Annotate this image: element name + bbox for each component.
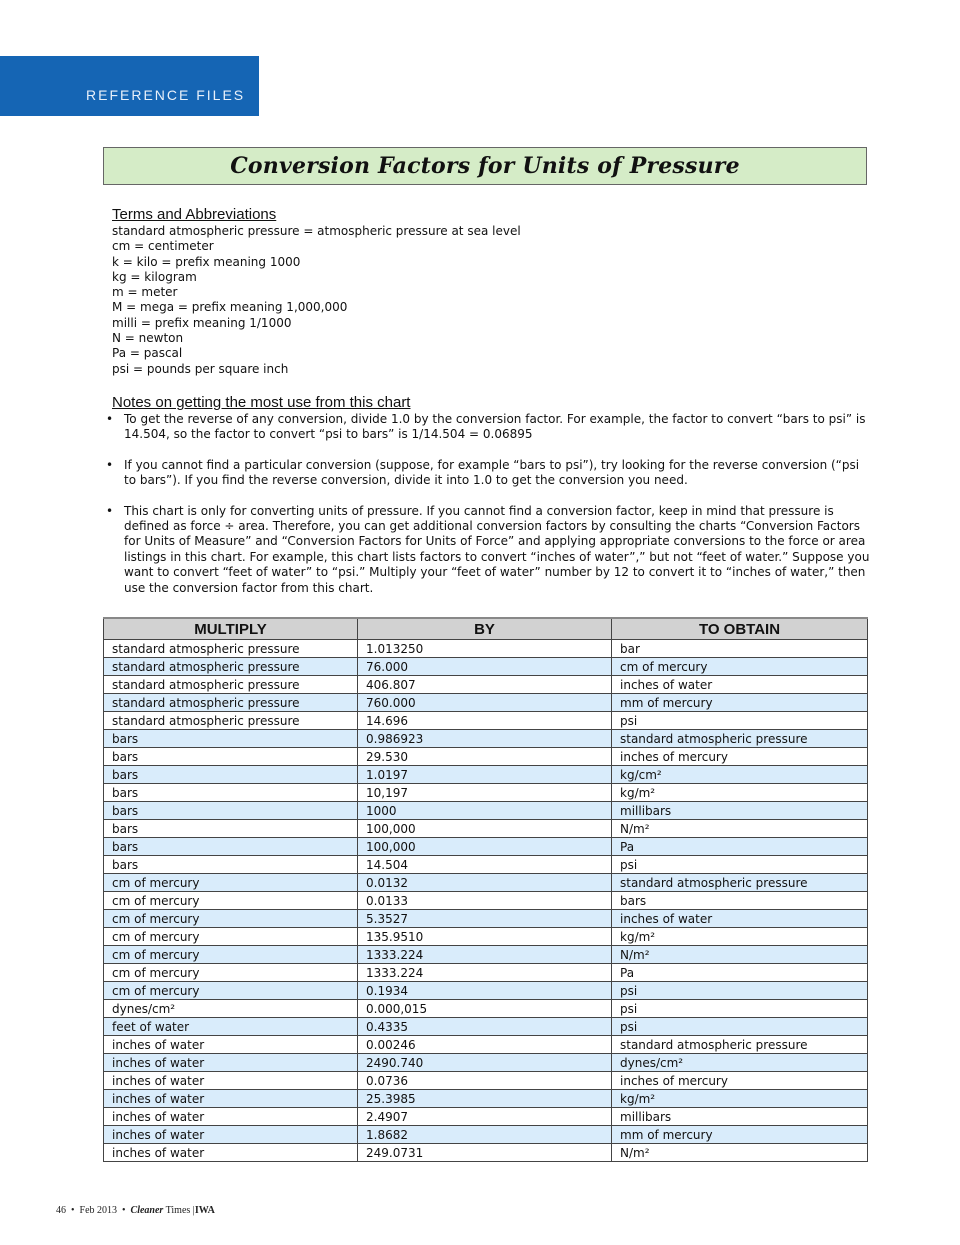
table-row xyxy=(104,820,868,838)
to-obtain-cell: inches of mercury xyxy=(612,1072,868,1090)
header-to-obtain: TO OBTAIN xyxy=(612,618,868,640)
page-number: 46 xyxy=(56,1205,66,1216)
multiply-cell: cm of mercury xyxy=(104,982,358,1000)
by-cell: 0.000,015 xyxy=(358,1000,612,1018)
to-obtain-cell: standard atmospheric pressure xyxy=(612,1036,868,1054)
to-obtain-cell: dynes/cm² xyxy=(612,1054,868,1072)
table-row xyxy=(104,874,868,892)
table-row xyxy=(104,856,868,874)
to-obtain-cell: N/m² xyxy=(612,820,868,838)
multiply-cell: cm of mercury xyxy=(104,928,358,946)
to-obtain-cell: inches of water xyxy=(612,676,868,694)
term-item: N = newton xyxy=(112,331,184,346)
by-cell: 135.9510 xyxy=(358,928,612,946)
table-row xyxy=(104,748,868,766)
by-cell: 2.4907 xyxy=(358,1108,612,1126)
multiply-cell: bars xyxy=(104,856,358,874)
multiply-cell: cm of mercury xyxy=(104,874,358,892)
table-row xyxy=(104,946,868,964)
to-obtain-cell: kg/cm² xyxy=(612,766,868,784)
issue-date: Feb 2013 xyxy=(79,1205,118,1216)
multiply-cell: inches of water xyxy=(104,1036,358,1054)
section-tab xyxy=(0,56,259,116)
table-row xyxy=(104,964,868,982)
table-row xyxy=(104,802,868,820)
by-cell: 5.3527 xyxy=(358,910,612,928)
table-header-row xyxy=(104,618,868,640)
org-name: IWA xyxy=(194,1205,215,1216)
table-row xyxy=(104,1144,868,1162)
terms-heading: Terms and Abbreviations xyxy=(112,206,277,223)
by-cell: 100,000 xyxy=(358,820,612,838)
table-row xyxy=(104,730,868,748)
by-cell: 14.504 xyxy=(358,856,612,874)
table-row xyxy=(104,640,868,658)
table-row xyxy=(104,766,868,784)
by-cell: 14.696 xyxy=(358,712,612,730)
to-obtain-cell: psi xyxy=(612,1000,868,1018)
by-cell: 0.0133 xyxy=(358,892,612,910)
table-body xyxy=(104,640,868,1162)
to-obtain-cell: kg/m² xyxy=(612,928,868,946)
multiply-cell: cm of mercury xyxy=(104,910,358,928)
multiply-cell: standard atmospheric pressure xyxy=(104,694,358,712)
table-row xyxy=(104,1036,868,1054)
multiply-cell: bars xyxy=(104,784,358,802)
by-cell: 100,000 xyxy=(358,838,612,856)
table-row xyxy=(104,784,868,802)
by-cell: 0.4335 xyxy=(358,1018,612,1036)
table-row xyxy=(104,1108,868,1126)
by-cell: 0.986923 xyxy=(358,730,612,748)
by-cell: 1.013250 xyxy=(358,640,612,658)
term-item: Pa = pascal xyxy=(112,346,183,361)
multiply-cell: bars xyxy=(104,820,358,838)
by-cell: 249.0731 xyxy=(358,1144,612,1162)
multiply-cell: inches of water xyxy=(104,1072,358,1090)
multiply-cell: cm of mercury xyxy=(104,892,358,910)
by-cell: 1.8682 xyxy=(358,1126,612,1144)
by-cell: 0.00246 xyxy=(358,1036,612,1054)
multiply-cell: bars xyxy=(104,748,358,766)
conversion-table xyxy=(103,617,868,1162)
term-item: psi = pounds per square inch xyxy=(112,361,289,376)
notes-section xyxy=(112,394,872,611)
by-cell: 10,197 xyxy=(358,784,612,802)
page-title: Conversion Factors for Units of Pressure xyxy=(230,153,740,179)
by-cell: 25.3985 xyxy=(358,1090,612,1108)
to-obtain-cell: millibars xyxy=(612,1108,868,1126)
multiply-cell: bars xyxy=(104,838,358,856)
multiply-cell: dynes/cm² xyxy=(104,1000,358,1018)
magazine-name-suffix: Times xyxy=(165,1205,191,1216)
term-item: M = mega = prefix meaning 1,000,000 xyxy=(112,300,348,315)
multiply-cell: bars xyxy=(104,802,358,820)
multiply-cell: cm of mercury xyxy=(104,964,358,982)
to-obtain-cell: standard atmospheric pressure xyxy=(612,874,868,892)
header-multiply: MULTIPLY xyxy=(104,618,358,640)
term-item: kg = kilogram xyxy=(112,269,197,284)
to-obtain-cell: millibars xyxy=(612,802,868,820)
table-row xyxy=(104,982,868,1000)
term-item: cm = centimeter xyxy=(112,239,214,254)
note-item: • This chart is only for converting units of pressure. If you cannot find a conversion factor, keep in mind that pressure is defined as force ÷ area. Therefore, you can get additional conversion factors by consulting the charts “Conversion Factors for Units of Measure” and “Conversion Factors for Units of Force” and applying appropriate conversions to the force or area listings in this chart. For example, this chart lists factors to convert “inches of water”,” but not “feet of water.” Suppose you want to convert “feet of water” to “psi.” Multiply your “feet of water” number by 12 to convert it to “inches of water,” then use the conversion factor from this chart. xyxy=(112,504,872,596)
to-obtain-cell: inches of mercury xyxy=(612,748,868,766)
table-row xyxy=(104,838,868,856)
table-row xyxy=(104,658,868,676)
title-box xyxy=(103,147,867,185)
term-item: m = meter xyxy=(112,285,178,300)
to-obtain-cell: psi xyxy=(612,712,868,730)
to-obtain-cell: Pa xyxy=(612,838,868,856)
footer-separator-icon: • xyxy=(119,1205,129,1216)
multiply-cell: inches of water xyxy=(104,1054,358,1072)
to-obtain-cell: kg/m² xyxy=(612,784,868,802)
multiply-cell: standard atmospheric pressure xyxy=(104,658,358,676)
multiply-cell: inches of water xyxy=(104,1090,358,1108)
note-item: • If you cannot find a particular conversion (suppose, for example “bars to psi”), try looking for the reverse conversion (“psi to bars”). If you find the reverse conversion, divide it into 1.0 to get the conversion you need. xyxy=(112,458,872,489)
note-item: • To get the reverse of any conversion, divide 1.0 by the conversion factor. For example, the factor to convert “bars to psi” is 14.504, so the factor to convert “psi to bars” is 1/14.504 = 0.06895 xyxy=(112,412,872,443)
to-obtain-cell: psi xyxy=(612,856,868,874)
by-cell: 2490.740 xyxy=(358,1054,612,1072)
multiply-cell: standard atmospheric pressure xyxy=(104,640,358,658)
to-obtain-cell: N/m² xyxy=(612,946,868,964)
to-obtain-cell: psi xyxy=(612,1018,868,1036)
by-cell: 0.1934 xyxy=(358,982,612,1000)
multiply-cell: inches of water xyxy=(104,1108,358,1126)
to-obtain-cell: mm of mercury xyxy=(612,694,868,712)
by-cell: 0.0132 xyxy=(358,874,612,892)
multiply-cell: bars xyxy=(104,730,358,748)
to-obtain-cell: cm of mercury xyxy=(612,658,868,676)
multiply-cell: inches of water xyxy=(104,1126,358,1144)
by-cell: 29.530 xyxy=(358,748,612,766)
table-row xyxy=(104,910,868,928)
table-row xyxy=(104,676,868,694)
terms-list xyxy=(112,224,872,377)
by-cell: 1000 xyxy=(358,802,612,820)
to-obtain-cell: bar xyxy=(612,640,868,658)
notes-heading: Notes on getting the most use from this chart xyxy=(112,394,411,411)
table-row xyxy=(104,712,868,730)
by-cell: 1.0197 xyxy=(358,766,612,784)
table-row xyxy=(104,1054,868,1072)
terms-section xyxy=(112,206,872,377)
multiply-cell: standard atmospheric pressure xyxy=(104,712,358,730)
to-obtain-cell: bars xyxy=(612,892,868,910)
multiply-cell: feet of water xyxy=(104,1018,358,1036)
table-row xyxy=(104,1000,868,1018)
footer-divider: | xyxy=(192,1205,195,1216)
table-row xyxy=(104,1090,868,1108)
multiply-cell: bars xyxy=(104,766,358,784)
header-by: BY xyxy=(358,618,612,640)
to-obtain-cell: psi xyxy=(612,982,868,1000)
multiply-cell: standard atmospheric pressure xyxy=(104,676,358,694)
table-row xyxy=(104,1072,868,1090)
to-obtain-cell: N/m² xyxy=(612,1144,868,1162)
page-footer xyxy=(56,1205,215,1216)
footer-separator-icon: • xyxy=(68,1205,78,1216)
table-row xyxy=(104,928,868,946)
term-item: standard atmospheric pressure = atmospheric pressure at sea level xyxy=(112,224,521,238)
by-cell: 76.000 xyxy=(358,658,612,676)
notes-list xyxy=(112,412,872,596)
to-obtain-cell: inches of water xyxy=(612,910,868,928)
by-cell: 760.000 xyxy=(358,694,612,712)
by-cell: 1333.224 xyxy=(358,946,612,964)
table-row xyxy=(104,694,868,712)
term-item: k = kilo = prefix meaning 1000 xyxy=(112,254,301,269)
by-cell: 0.0736 xyxy=(358,1072,612,1090)
to-obtain-cell: standard atmospheric pressure xyxy=(612,730,868,748)
term-item: milli = prefix meaning 1/1000 xyxy=(112,315,292,330)
multiply-cell: inches of water xyxy=(104,1144,358,1162)
by-cell: 1333.224 xyxy=(358,964,612,982)
section-label: REFERENCE FILES xyxy=(86,87,246,103)
table-row xyxy=(104,1126,868,1144)
table-row xyxy=(104,1018,868,1036)
magazine-name: Cleaner xyxy=(130,1205,164,1216)
to-obtain-cell: Pa xyxy=(612,964,868,982)
to-obtain-cell: kg/m² xyxy=(612,1090,868,1108)
to-obtain-cell: mm of mercury xyxy=(612,1126,868,1144)
by-cell: 406.807 xyxy=(358,676,612,694)
table-row xyxy=(104,892,868,910)
multiply-cell: cm of mercury xyxy=(104,946,358,964)
